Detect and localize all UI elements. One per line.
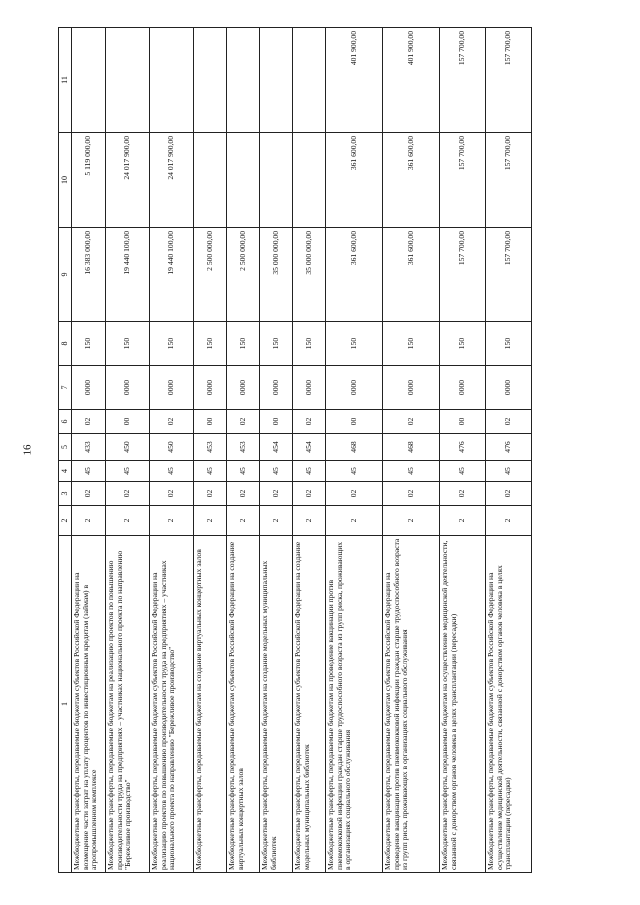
header-cell: 8 bbox=[59, 322, 72, 366]
code-cell: 0000 bbox=[326, 366, 383, 410]
row-name-cell: Межбюджетные трансферты, передаваемые бюджетам на проведение вакцинации против пневмококковой инфекции граждан старше трудоспособного возраста из групп риска, проживающих в организациях социального обслуживания bbox=[326, 536, 383, 873]
row-name-cell: Межбюджетные трансферты, передаваемые бюджетам субъектов Российской Федерации на реализацию проектов по повышению производительности труда на предприятиях – участниках национального проекта по направлению "Бережливое производство" bbox=[150, 536, 194, 873]
code-cell: 150 bbox=[150, 322, 194, 366]
code-cell: 02 bbox=[72, 410, 106, 434]
code-cell: 45 bbox=[227, 461, 260, 482]
amount-cell: 401 900,00 bbox=[383, 28, 440, 133]
code-cell: 00 bbox=[440, 410, 486, 434]
row-name-cell: Межбюджетные трансферты, передаваемые бюджетам субъектов Российской Федерации на проведение вакцинации против пневмококковой инфекции граждан старше трудоспособного возраста из групп риска, проживающих в организациях социального обслуживания bbox=[383, 536, 440, 873]
code-cell: 2 bbox=[326, 506, 383, 536]
amount-cell bbox=[194, 133, 227, 228]
code-cell: 0000 bbox=[227, 366, 260, 410]
code-cell: 150 bbox=[440, 322, 486, 366]
code-cell: 150 bbox=[293, 322, 326, 366]
amount-cell: 35 000 000,00 bbox=[260, 228, 293, 322]
code-cell: 453 bbox=[194, 434, 227, 461]
header-cell: 3 bbox=[59, 482, 72, 506]
code-cell: 468 bbox=[326, 434, 383, 461]
code-cell: 0000 bbox=[293, 366, 326, 410]
code-cell: 454 bbox=[293, 434, 326, 461]
code-cell: 2 bbox=[486, 506, 532, 536]
code-cell: 0000 bbox=[486, 366, 532, 410]
amount-cell bbox=[106, 28, 150, 133]
amount-cell: 19 440 100,00 bbox=[106, 228, 150, 322]
code-cell: 45 bbox=[293, 461, 326, 482]
code-cell: 2 bbox=[106, 506, 150, 536]
code-cell: 0000 bbox=[383, 366, 440, 410]
amount-cell: 24 017 900,00 bbox=[150, 133, 194, 228]
amount-cell bbox=[227, 28, 260, 133]
amount-cell: 361 600,00 bbox=[383, 133, 440, 228]
code-cell: 02 bbox=[72, 482, 106, 506]
table-row bbox=[326, 28, 383, 873]
code-cell: 00 bbox=[106, 410, 150, 434]
code-cell: 2 bbox=[440, 506, 486, 536]
amount-cell: 157 700,00 bbox=[486, 228, 532, 322]
amount-cell: 35 000 000,00 bbox=[293, 228, 326, 322]
code-cell: 02 bbox=[293, 410, 326, 434]
code-cell: 476 bbox=[440, 434, 486, 461]
code-cell: 150 bbox=[260, 322, 293, 366]
code-cell: 02 bbox=[293, 482, 326, 506]
code-cell: 454 bbox=[260, 434, 293, 461]
amount-cell bbox=[227, 133, 260, 228]
amount-cell bbox=[293, 133, 326, 228]
row-name-cell: Межбюджетные трансферты, передаваемые бюджетам на осуществление медицинской деятельности, связанной с донорством органов человека в целях трансплантации (пересадки) bbox=[440, 536, 486, 873]
code-cell: 02 bbox=[326, 482, 383, 506]
budget-table bbox=[58, 27, 532, 873]
code-cell: 0000 bbox=[150, 366, 194, 410]
code-cell: 433 bbox=[72, 434, 106, 461]
header-cell: 7 bbox=[59, 366, 72, 410]
table-row bbox=[194, 28, 227, 873]
amount-cell: 24 017 900,00 bbox=[106, 133, 150, 228]
amount-cell: 19 440 100,00 bbox=[150, 228, 194, 322]
code-cell: 45 bbox=[486, 461, 532, 482]
amount-cell bbox=[260, 28, 293, 133]
code-cell: 45 bbox=[440, 461, 486, 482]
code-cell: 468 bbox=[383, 434, 440, 461]
row-name-cell: Межбюджетные трансферты, передаваемые бюджетам на создание модельных муниципальных библиотек bbox=[260, 536, 293, 873]
page-number: 16 bbox=[21, 444, 34, 456]
header-cell: 6 bbox=[59, 410, 72, 434]
code-cell: 02 bbox=[383, 482, 440, 506]
amount-cell: 5 119 000,00 bbox=[72, 133, 106, 228]
code-cell: 02 bbox=[486, 410, 532, 434]
code-cell: 2 bbox=[227, 506, 260, 536]
code-cell: 02 bbox=[440, 482, 486, 506]
code-cell: 150 bbox=[383, 322, 440, 366]
code-cell: 0000 bbox=[440, 366, 486, 410]
code-cell: 02 bbox=[150, 410, 194, 434]
table-row bbox=[293, 28, 326, 873]
table-row bbox=[150, 28, 194, 873]
budget-table-sheet bbox=[58, 28, 598, 873]
table-row bbox=[227, 28, 260, 873]
amount-cell: 157 700,00 bbox=[440, 133, 486, 228]
amount-cell: 401 900,00 bbox=[326, 28, 383, 133]
amount-cell bbox=[194, 28, 227, 133]
code-cell: 02 bbox=[106, 482, 150, 506]
code-cell: 150 bbox=[227, 322, 260, 366]
amount-cell: 157 700,00 bbox=[440, 228, 486, 322]
code-cell: 2 bbox=[383, 506, 440, 536]
header-cell: 2 bbox=[59, 506, 72, 536]
row-name-cell: Межбюджетные трансферты, передаваемые бюджетам на реализацию проектов по повышению производительности труда на предприятиях – участниках национального проекта по направлению "Бережливое производство" bbox=[106, 536, 150, 873]
code-cell: 00 bbox=[194, 410, 227, 434]
amount-cell: 361 600,00 bbox=[326, 133, 383, 228]
table-row bbox=[440, 28, 486, 873]
header-row bbox=[59, 28, 72, 873]
code-cell: 2 bbox=[260, 506, 293, 536]
code-cell: 02 bbox=[227, 482, 260, 506]
row-name-cell: Межбюджетные трансферты, передаваемые бюджетам субъектов Российской Федерации на возмещение части затрат на уплату процентов по инвестиционным кредитам (займам) в агропромышленном комплексе bbox=[72, 536, 106, 873]
code-cell: 02 bbox=[227, 410, 260, 434]
row-name-cell: Межбюджетные трансферты, передаваемые бюджетам субъектов Российской Федерации на осуществление медицинской деятельности, связанной с донорством органов человека в целях трансплантации (пересадки) bbox=[486, 536, 532, 873]
code-cell: 00 bbox=[326, 410, 383, 434]
code-cell: 0000 bbox=[106, 366, 150, 410]
row-name-cell: Межбюджетные трансферты, передаваемые бюджетам субъектов Российской Федерации на создание модельных муниципальных библиотек bbox=[293, 536, 326, 873]
code-cell: 476 bbox=[486, 434, 532, 461]
table-row bbox=[260, 28, 293, 873]
code-cell: 2 bbox=[72, 506, 106, 536]
code-cell: 45 bbox=[326, 461, 383, 482]
header-cell: 4 bbox=[59, 461, 72, 482]
code-cell: 0000 bbox=[260, 366, 293, 410]
code-cell: 02 bbox=[150, 482, 194, 506]
table-row bbox=[106, 28, 150, 873]
table-row bbox=[383, 28, 440, 873]
table-row bbox=[486, 28, 532, 873]
header-cell: 5 bbox=[59, 434, 72, 461]
code-cell: 02 bbox=[486, 482, 532, 506]
amount-cell: 2 500 000,00 bbox=[227, 228, 260, 322]
table-row bbox=[72, 28, 106, 873]
row-name-cell: Межбюджетные трансферты, передаваемые бюджетам субъектов Российской Федерации на создание виртуальных концертных залов bbox=[227, 536, 260, 873]
code-cell: 150 bbox=[486, 322, 532, 366]
code-cell: 450 bbox=[106, 434, 150, 461]
code-cell: 450 bbox=[150, 434, 194, 461]
row-name-cell: Межбюджетные трансферты, передаваемые бюджетам на создание виртуальных концертных залов bbox=[194, 536, 227, 873]
amount-cell bbox=[293, 28, 326, 133]
amount-cell bbox=[72, 28, 106, 133]
amount-cell: 2 500 000,00 bbox=[194, 228, 227, 322]
amount-cell: 157 700,00 bbox=[486, 28, 532, 133]
code-cell: 45 bbox=[150, 461, 194, 482]
code-cell: 0000 bbox=[194, 366, 227, 410]
code-cell: 00 bbox=[260, 410, 293, 434]
code-cell: 150 bbox=[72, 322, 106, 366]
code-cell: 45 bbox=[260, 461, 293, 482]
amount-cell: 157 700,00 bbox=[486, 133, 532, 228]
code-cell: 2 bbox=[293, 506, 326, 536]
amount-cell: 157 700,00 bbox=[440, 28, 486, 133]
amount-cell bbox=[260, 133, 293, 228]
code-cell: 0000 bbox=[72, 366, 106, 410]
code-cell: 150 bbox=[194, 322, 227, 366]
code-cell: 2 bbox=[150, 506, 194, 536]
amount-cell: 361 600,00 bbox=[383, 228, 440, 322]
amount-cell: 16 383 000,00 bbox=[72, 228, 106, 322]
code-cell: 150 bbox=[326, 322, 383, 366]
header-cell: 9 bbox=[59, 228, 72, 322]
code-cell: 02 bbox=[194, 482, 227, 506]
code-cell: 150 bbox=[106, 322, 150, 366]
code-cell: 2 bbox=[194, 506, 227, 536]
code-cell: 45 bbox=[383, 461, 440, 482]
amount-cell bbox=[150, 28, 194, 133]
code-cell: 45 bbox=[106, 461, 150, 482]
code-cell: 45 bbox=[194, 461, 227, 482]
amount-cell: 361 600,00 bbox=[326, 228, 383, 322]
code-cell: 453 bbox=[227, 434, 260, 461]
code-cell: 45 bbox=[72, 461, 106, 482]
header-cell: 10 bbox=[59, 133, 72, 228]
code-cell: 02 bbox=[260, 482, 293, 506]
header-cell: 1 bbox=[59, 536, 72, 873]
header-cell: 11 bbox=[59, 28, 72, 133]
code-cell: 02 bbox=[383, 410, 440, 434]
